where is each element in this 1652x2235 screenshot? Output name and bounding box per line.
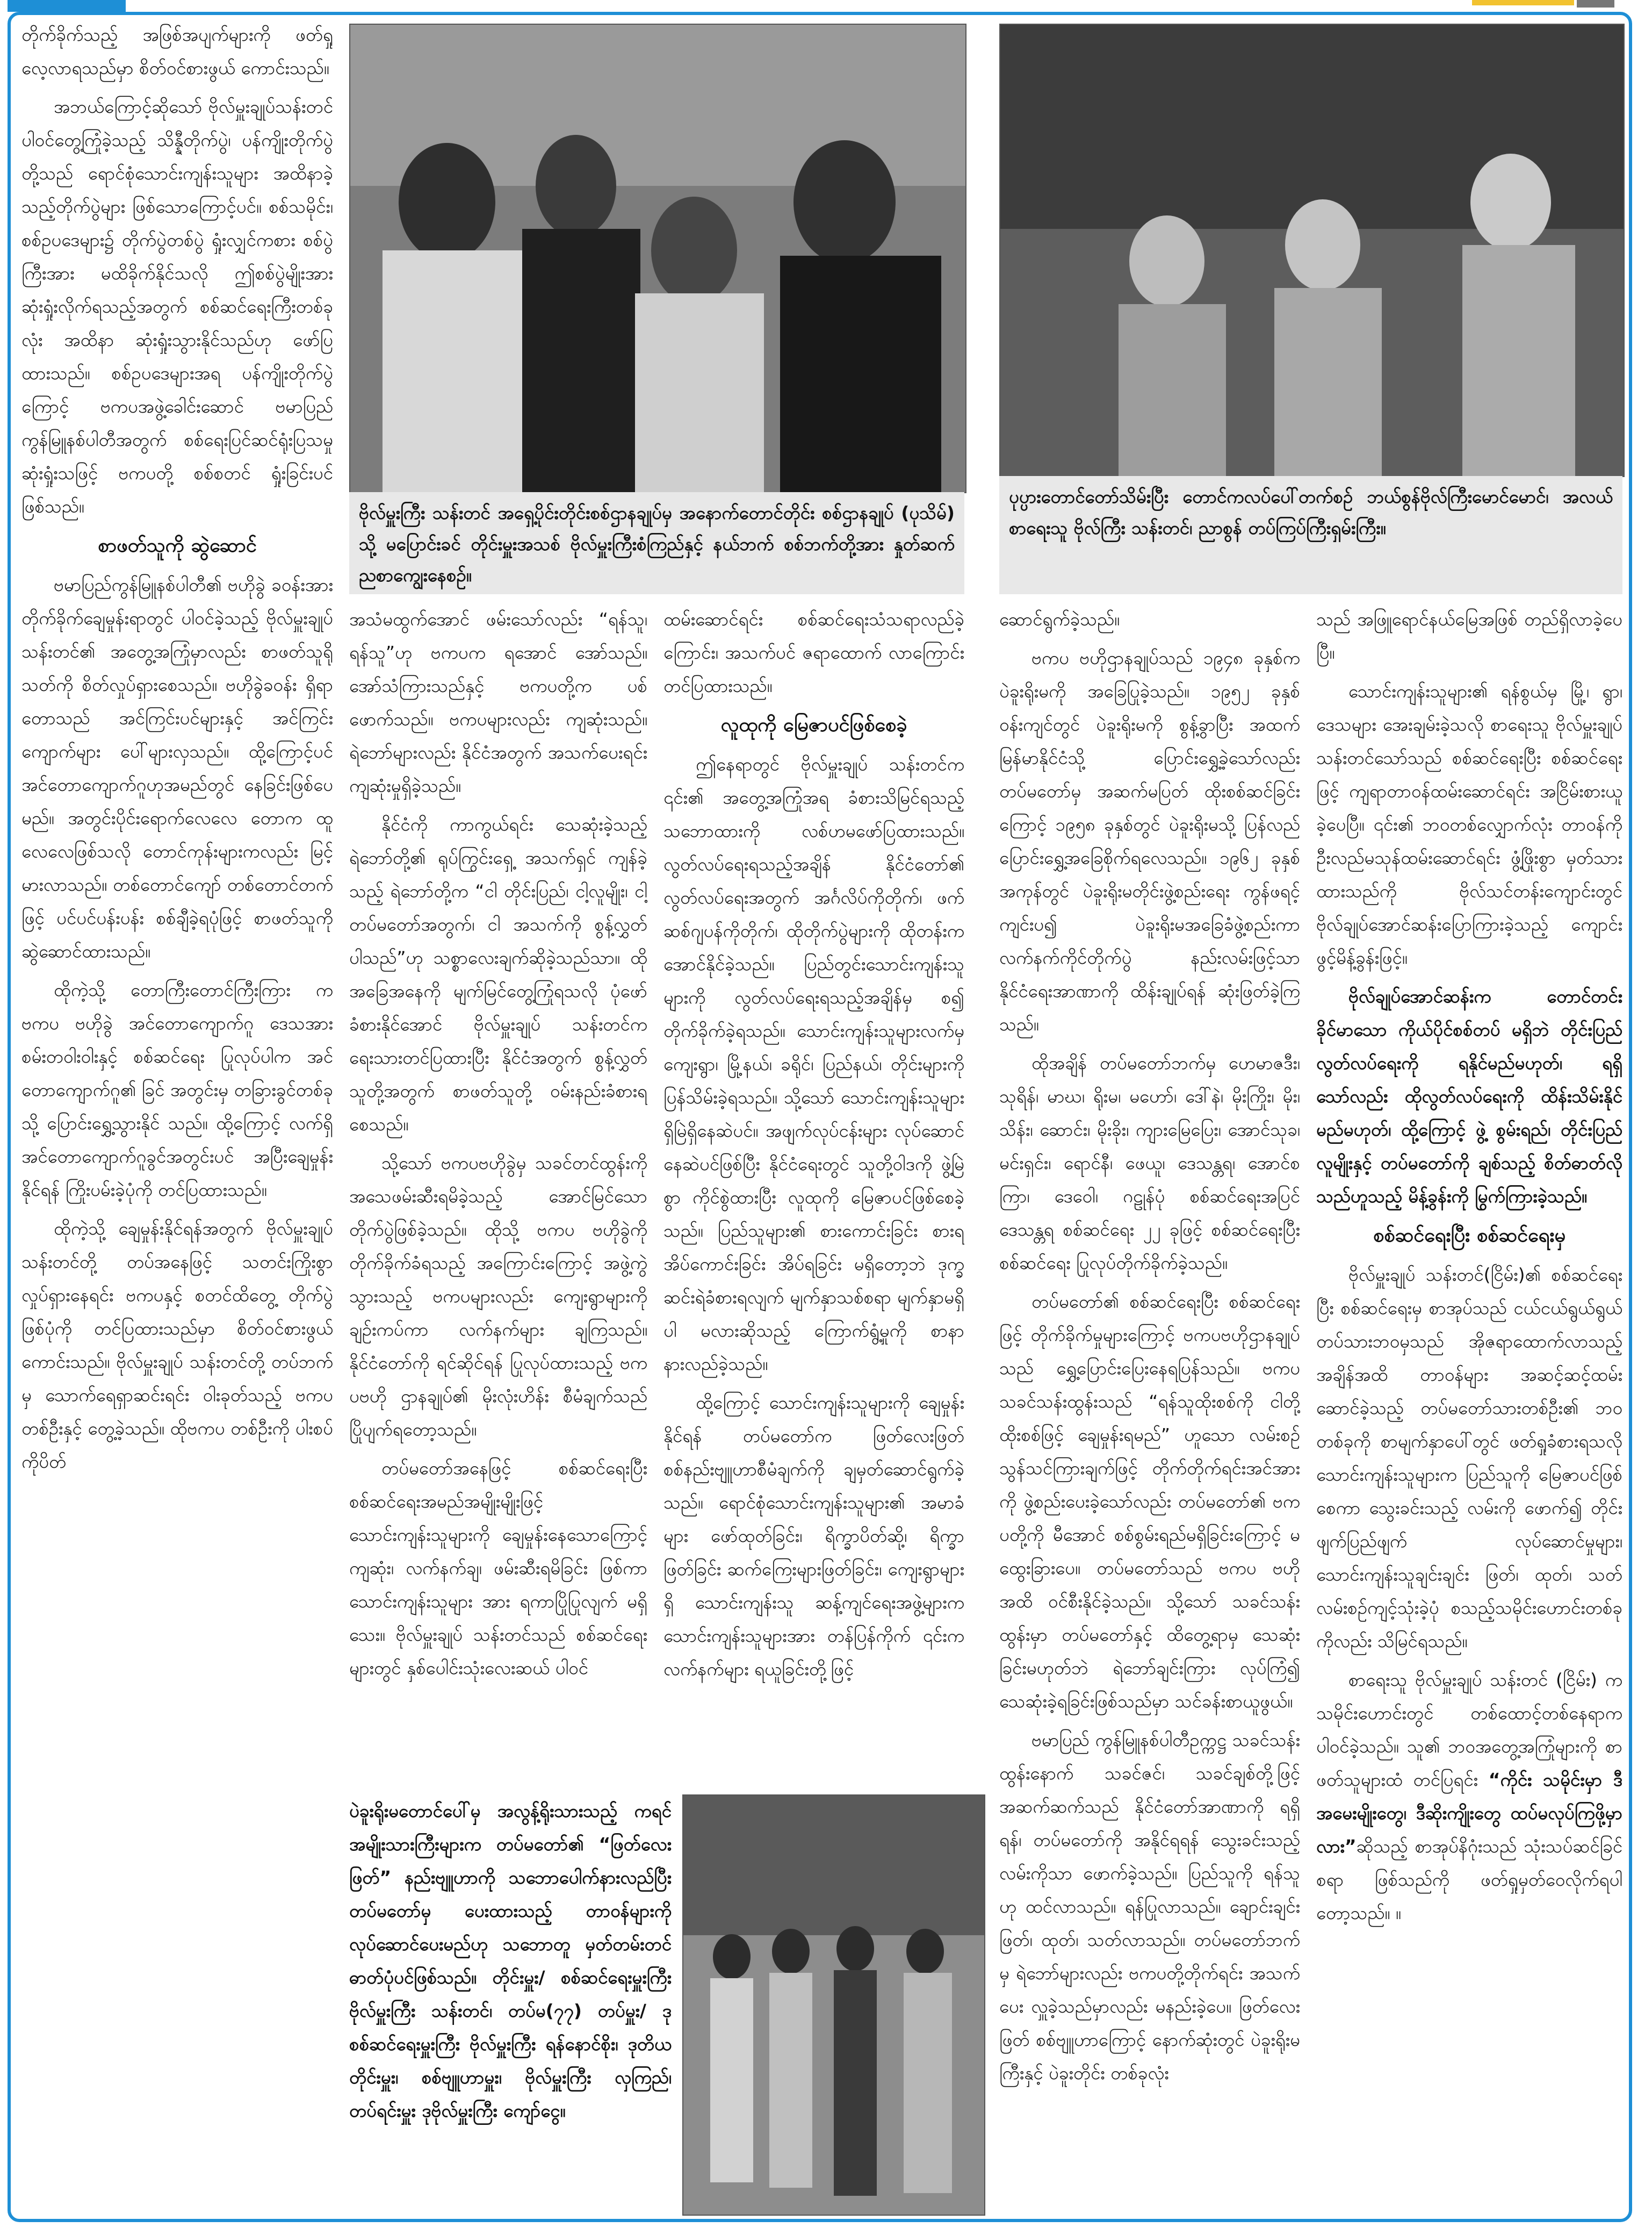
paragraph: ဗမာပြည်ကွန်မြူနစ်ပါတီ၏ ဗဟိုခွဲ ခဝန်းအား တိုက်ခိုက်ချေမှုန်းရာတွင် ပါဝင်ခဲ့သည့် ဗိုလ်မှူးချုပ်သန်းတင်၏ အတွေ့အကြုံမှာလည်း စာဖတ်သူရိုသတ်ကို စိတ်လှုပ်ရှားစေသည်။ ဗဟိုခွဲခဝန်း ရှိရာတောသည် အင်ကြင်းပင်များနှင့် အင်ကြင်းကျောက်များ ပေါ်များလှသည်။ ထို့ကြောင့်ပင် အင်တောကျောက်ဂူဟုအမည်တွင် နေခြင်းဖြစ်ပေမည်။ အတွင်းပိုင်းရောက်လေလေ တောက ထူလေလေဖြစ်သလို တောင်ကုန်းများကလည်း မြင့်မားလာသည်။ တစ်တောင်ကျော် တစ်တောင်တက်ဖြင့် ပင်ပင်ပန်းပန်း စစ်ချီခဲ့ရပုံဖြင့် စာဖတ်သူကို ဆွဲဆောင်ထားသည်။ [21,574,333,962]
paragraph: နိုင်ငံကို ကာကွယ်ရင်း သေဆုံးခဲ့သည့် ရဲဘော်တို့၏ ရုပ်ကြွင်းရှေ့ အသက်ရှင် ကျန်ခဲ့သည့် ရဲဘော်တို့က “ငါ တိုင်းပြည်၊ ငါ့လူမျိုး၊ ငါ့တပ်မတော်အတွက်၊ ငါ အသက်ကို စွန့်လွှတ်ပါသည်”ဟု သစ္စာလေးချက်ဆိုခဲ့သည်သာ။ ထိုအခြေအနေကို မျက်မြင်တွေ့ကြုံရသလို ပုံဖော်ခံစားနိုင်အောင် ဗိုလ်မှူးချုပ် သန်းတင်က ရေးသားတင်ပြထားပြီး နိုင်ငံအတွက် စွန့်လွှတ်သူတို့အတွက် စာဖတ်သူတို့ ဝမ်းနည်းခံစားရစေသည်။ [349,814,647,1135]
photo-caption: ပုပ္ပားတောင်တော်သိမ်းပြီး တောင်ကလပ်ပေါ်တက်စဉ် ဘယ်စွန်ဗိုလ်ကြီးမောင်မောင်၊ အလယ် စာရေးသူ ဗိုလ်ကြီး သန်းတင်၊ ညာစွန် တပ်ကြပ်ကြီးရှမ်းကြီး။ [999,476,1622,594]
paragraph: ဆောင်ရွက်ခဲ့သည်။ [999,609,1120,630]
section-heading: စစ်ဆင်ရေးပြီး စစ်ဆင်ရေးမှ [1373,1224,1566,1246]
paragraph: အသံမထွက်အောင် ဖမ်းသော်လည်း “ရန်သူ၊ ရန်သူ”ဟု ဗကပက ရအောင် အော်သည်။ အော်သံကြားသည်နှင့် ဗကပတို့က ပစ်ဖောက်သည်။ ဗကပများလည်း ကျဆုံးသည်။ ရဲဘော်များလည်း နိုင်ငံအတွက် အသက်ပေးရင်း ကျဆုံးမှုရှိခဲ့သည်။ [349,609,647,796]
article-column-4 [999,603,1300,2219]
article-column-1 [21,18,333,2216]
article-column-3 [663,603,964,1785]
paragraph: ဤနေရာတွင် ဗိုလ်မှူးချုပ် သန်းတင်က ၎င်း၏ အတွေ့အကြုံအရ ခံစားသိမြင်ရသည့် သဘောထားကို လစ်ဟမဖော်ပြထားသည်။ လွတ်လပ်ရေးရသည့်အချိန် နိုင်ငံတော်၏ လွတ်လပ်ရေးအတွက် အင်္ဂလိပ်ကိုတိုက်၊ ဖက်ဆစ်ဂျပန်ကိုတိုက်၊ ထိုတိုက်ပွဲများကို ထိုတန်းက အောင်နိုင်ခဲ့သည်။ ပြည်တွင်းသောင်းကျန်းသူများကို လွတ်လပ်ရေးရသည့်အချိန်မှ စ၍ တိုက်ခိုက်ခဲ့ရသည်။ သောင်းကျန်းသူများလက်မှ ကျေးရွာ၊ မြို့နယ်၊ ခရိုင်၊ ပြည်နယ်၊ တိုင်းများကို ပြန်သိမ်းခဲ့ရသည်။ သို့သော် သောင်းကျန်းသူများ ရှိမြဲရှိနေဆဲပင်။ အဖျက်လုပ်ငန်းများ လုပ်ဆောင်နေဆဲပင်ဖြစ်ပြီး နိုင်ငံရေးတွင် သူတို့ဝါဒကို ဖွဲ့မြဲစွာ ကိုင်စွဲထားပြီး လူထုကို မြေဇာပင်ဖြစ်စေခဲ့သည်။ ပြည်သူများ၏ စားကောင်းခြင်း စားရ အိပ်ကောင်းခြင်း အိပ်ရခြင်း မရှိတော့ဘဲ ဒုက္ခဆင်းရဲခံစားရလျက် မျက်နှာသစ်စရာ မျက်နှာမရှိပါ မလားဆိုသည့် ကြောက်ရွံ့မှုကို စာနာနားလည်ခဲ့သည်။ [663,754,964,1374]
photo-illustration [1000,25,1624,476]
photo-illustration [683,1796,984,2215]
photo-dinner-farewell [349,24,966,493]
article-column-5 [1316,603,1622,2219]
photo-karen-elders [682,1794,985,2216]
photo-caption: ဗိုလ်မှူးကြီး သန်းတင် အရှေ့ပိုင်းတိုင်းစစ်ဌာနချုပ်မှ အနောက်တောင်တိုင်း စစ်ဌာနချုပ် (ပုသိမ်) သို့ မပြောင်းခင် တိုင်းမှူးအသစ် ဗိုလ်မှူးကြီးစံကြည်နှင့် နယ်ဘက် စစ်ဘက်တို့အား နှုတ်ဆက်ညစာကျွေးနေစဉ်။ [349,492,964,594]
paragraph: အဘယ်ကြောင့်ဆိုသော် ဗိုလ်မှူးချုပ်သန်းတင် ပါဝင်တွေ့ကြုံခဲ့သည့် သိန္နီတိုက်ပွဲ၊ ပန်ကျိုးတိုက်ပွဲတို့သည် ရောင်စုံသောင်းကျန်းသူများ အထိနာခဲ့သည့်တိုက်ပွဲများ ဖြစ်သောကြောင့်ပင်။ စစ်သမိုင်း၊ စစ်ဥပဒေများ၌ တိုက်ပွဲတစ်ပွဲ ရှုံးလျှင်ကစား စစ်ပွဲကြီးအား မထိခိုက်နိုင်သလို ဤစစ်ပွဲမျိုးအား ဆုံးရှုံးလိုက်ရသည့်အတွက် စစ်ဆင်ရေးကြီးတစ်ခုလုံး အထိနာ ဆုံးရှုံးသွားနိုင်သည်ဟု ဖော်ပြထားသည်။ စစ်ဥပဒေများအရ ပန်ကျိုးတိုက်ပွဲကြောင့် ဗကပအဖွဲ့ခေါင်းဆောင် ဗမာပြည် ကွန်မြူနစ်ပါတီအတွက် စစ်ရေးပြင်ဆင်ရုံးပြသမှု ဆုံးရှုံးသဖြင့် ဗကပတို့ စစ်စတင် ရှုံးခြင်းပင်ဖြစ်သည်။ [21,96,333,517]
photo-soldiers-mountain [999,24,1625,477]
paragraph: တပ်မတော်၏ စစ်ဆင်ရေးပြီး စစ်ဆင်ရေးဖြင့် တိုက်ခိုက်မှုများကြောင့် ဗကပဗဟိုဌာနချုပ်သည် ရွှေ့ပြောင်းပြေးနေရပြန်သည်။ ဗကပ သခင်သန်းထွန်းသည် “ရန်သူထိုးစစ်ကို ငါတို့ ထိုးစစ်ဖြင့် ချေမှုန်းရမည်” ဟူသော လမ်းစဉ်သွန်သင်ကြားချက်ဖြင့် တိုက်တိုက်ရင်းအင်အားကို ဖွဲ့စည်းပေးခဲ့သော်လည်း တပ်မတော်၏ ဗကပတို့ကို မီအောင် စစ်စွမ်းရည်မရှိခြင်းကြောင့် မထွေးခြားပေ။ တပ်မတော်သည် ဗကပ ဗဟိုအထိ ဝင်စီးနိုင်ခဲ့သည်။ သို့သော် သခင်သန်းထွန်းမှာ တပ်မတော်နှင့် ထိတွေ့ရာမှ သေဆုံးခြင်းမဟုတ်ဘဲ ရဲဘော်ချင်းကြား လုပ်ကြံ၍ သေဆုံးခဲ့ရခြင်းဖြစ်သည်မှာ သင်ခန်းစာယူဖွယ်။ [999,1291,1300,1712]
paragraph-bold: ဗိုလ်ချုပ်အောင်ဆန်းက တောင်တင်းခိုင်မာသော ကိုယ်ပိုင်စစ်တပ် မရှိဘဲ တိုင်းပြည်လွတ်လပ်ရေးကို ရနိုင်မည်မဟုတ်၊ ရရှိသော်လည်း ထိုလွတ်လပ်ရေးကို ထိန်းသိမ်းနိုင်မည်မဟုတ်၊ ထို့ကြောင့် ဖွဲ့ စွမ်းရည်၊ တိုင်းပြည်လူမျိုးနှင့် တပ်မတော်ကို ချစ်သည့် စိတ်ဓာတ်လိုသည်ဟူသည့် မိန့်ခွန်းကို မြွက်ကြားခဲ့သည်။ [1316,986,1622,1207]
top-accent-yellow [1472,0,1574,5]
closing-quote: “ကိုင်း သမိုင်းမှာ ဒီအမေးမျိုးတွေ၊ ဒီဆိုးကျိုးတွေ ထပ်မလုပ်ကြဖို့မှာလား” [1316,1769,1622,1857]
paragraph: ထိုကဲ့သို့ ချေမှုန်းနိုင်ရန်အတွက် ဗိုလ်မှူးချုပ် သန်းတင်တို့ တပ်အနေဖြင့် သတင်းကြိုးစွာ လှုပ်ရှားနေရင်း ဗကပနှင့် စတင်ထိတွေ့ တိုက်ပွဲဖြစ်ပုံကို တင်ပြထားသည်မှာ စိတ်ဝင်စားဖွယ်ကောင်းသည်။ ဗိုလ်မှူးချုပ် သန်းတင်တို့ တပ်ဘက်မှ သောက်ရေရှာဆင်းရင်း ဝါးခုတ်သည့် ဗကပတစ်ဦးနှင့် တွေ့ခဲ့သည်။ ထိုဗကပ တစ်ဦးကို ပါးစပ်ကိုပိတ် [21,1218,333,1472]
paragraph: ဗကပ ဗဟိုဌာနချုပ်သည် ၁၉၄၈ ခုနှစ်က ပဲခူးရိုးမကို အခြေပြုခဲ့သည်။ ၁၉၅၂ ခုနှစ် ဝန်းကျင်တွင် ပဲခူးရိုးမကို စွန့်ခွာပြီး အထက်မြန်မာနိုင်ငံသို့ ပြောင်းရွှေ့ခဲ့သော်လည်း တပ်မတော်မှ အဆက်မပြတ် ထိုးစစ်ဆင်ခြင်းကြောင့် ၁၉၅၈ ခုနှစ်တွင် ပဲခူးရိုးမသို့ ပြန်လည် ပြောင်းရွှေ့အခြေစိုက်ရလေသည်။ ၁၉၆၂ ခုနှစ်အကုန်တွင် ပဲခူးရိုးမတိုင်းဖွဲ့စည်းရေး ကွန်ဖရင့်ကျင်းပ၍ ပဲခူးရိုးမအခြေခံဖွဲ့စည်းကာ လက်နက်ကိုင်တိုက်ပွဲ နည်းလမ်းဖြင့်သာ နိုင်ငံရေးအာဏာကို ထိန်းချုပ်ရန် ဆုံးဖြတ်ခဲ့ကြသည်။ [999,647,1300,1035]
photo-caption: ပဲခူးရိုးမတောင်ပေါ်မှ အလွန့်ရိုးသားသည့် ကရင်အမျိုးသားကြီးများက တပ်မတော်၏ “ဖြတ်လေးဖြတ်” နည်းဗျူဟာကို သဘောပေါက်နားလည်ပြီး တပ်မတော်မှ ပေးထားသည့် တာဝန်များကို လုပ်ဆောင်ပေးမည်ဟု သဘောတူ မှတ်တမ်းတင် ဓာတ်ပုံပင်ဖြစ်သည်။ တိုင်းမှူး/ စစ်ဆင်ရေးမှူးကြီး ဗိုလ်မှူးကြီး သန်းတင်၊ တပ်မ(၇၇) တပ်မှူး/ ဒုစစ်ဆင်ရေးမှူးကြီး ဗိုလ်မှူးကြီး ရန်နောင်စိုး၊ ဒုတိယတိုင်းမှူး၊ စစ်ဗျူဟာမှူး၊ ဗိုလ်မှူးကြီး လှကြည်၊ တပ်ရင်းမှူး ဒုဗိုလ်မှူးကြီး ကျော်ငွေ။ [349,1794,672,2219]
paragraph: ဗမာပြည် ကွန်မြူနစ်ပါတီဥက္ကဋ္ဌ သခင်သန်းထွန်းနောက် သခင်ဇင်၊ သခင်ချစ်တို့ဖြင့် အဆက်ဆက်သည် နိုင်ငံတော်အာဏာကို ရရှိရန်၊ တပ်မတော်ကို အနိုင်ရရန် သွေးခင်းသည့် လမ်းကိုသာ ဖောက်ခဲ့သည်။ ပြည်သူကို ရန်သူဟု ထင်လာသည်။ ရန်ပြုလာသည်။ ချောင်းချင်း ဖြတ်၊ ထုတ်၊ သတ်လာသည်။ တပ်မတော်ဘက်မှ ရဲဘော်များလည်း ဗကပတို့တိုက်ရင်း အသက်ပေး လှူခဲ့သည်မှာလည်း မနည်းခဲ့ပေ။ ဖြတ်လေးဖြတ် စစ်ဗျူဟာကြောင့် နောက်ဆုံးတွင် ပဲခူးရိုးမကြီးနှင့် ပဲခူးတိုင်း တစ်ခုလုံး [999,1729,1300,2083]
paragraph [1316,1663,1622,1930]
paragraph-text: စာရေးသူ ဗိုလ်မှူးချုပ် သန်းတင် (ငြိမ်း) က သမိုင်းဟောင်းတွင် တစ်ထောင့်တစ်နေရာက ပါဝင်ခဲ့သည်။ သူ၏ ဘဝအတွေ့အကြုံများကို စာဖတ်သူများထံ တင်ပြရင်း [1316,1669,1622,1790]
photo-illustration [350,25,965,492]
article-column-2 [349,603,647,1785]
paragraph: သည် အဖြူရောင်နယ်မြေအဖြစ် တည်ရှိလာခဲ့ပေပြီ။ [1316,609,1622,663]
paragraph: ထို့ကြောင့် သောင်းကျန်းသူများကို ချေမှုန်းနိုင်ရန် တပ်မတော်က ဖြတ်လေးဖြတ် စစ်နည်းဗျူဟာစီမံချက်ကို ချမှတ်ဆောင်ရွက်ခဲ့သည်။ ရောင်စုံသောင်းကျန်းသူများ၏ အမာခံများ ဖော်ထုတ်ခြင်း၊ ရိက္ခာပိတ်ဆို့၊ ရိက္ခာဖြတ်ခြင်း ဆက်ကြေးများဖြတ်ခြင်း၊ ကျေးရွာများရှိ သောင်းကျန်းသူ ဆန့်ကျင်ရေးအဖွဲ့များက သောင်းကျန်းသူများအား တန်ပြန်ကိုက် ၎င်းက လက်နက်များ ရယူခြင်းတို့ဖြင့် [663,1392,964,1679]
top-accent-bar [8,0,126,12]
top-accent-gray [1577,0,1614,8]
paragraph: တပ်မတော်အနေဖြင့် စစ်ဆင်ရေးပြီး စစ်ဆင်ရေးအမည်အမျိုးမျိုးဖြင့် သောင်းကျန်းသူများကို ချေမှုန်းနေသောကြောင့် ကျဆုံး၊ လက်နက်ချ၊ ဖမ်းဆီးရမိခြင်း ဖြစ်ကာ သောင်းကျန်းသူများ အား ရကာပြိုပြုလျက် မရှိသေး။ ဗိုလ်မှူးချုပ် သန်းတင်သည် စစ်ဆင်ရေးများတွင် နှစ်ပေါင်းသုံးလေးဆယ် ပါဝင် [349,1458,647,1678]
section-heading: လူထုကို မြေဇာပင်ဖြစ်စေခဲ့ [720,714,907,736]
paragraph: သောင်းကျန်းသူများ၏ ရန်စွယ်မှ မြို့၊ ရွာ၊ ဒေသများ အေးချမ်းခဲ့သလို စာရေးသူ ဗိုလ်မှူးချုပ်သန်းတင်သော်သည် စစ်ဆင်ရေးပြီး စစ်ဆင်ရေးဖြင့် ကျရာတာဝန်ထမ်းဆောင်ရင်း အငြိမ်းစားယူခဲ့ပေပြီ။ ၎င်း၏ ဘဝတစ်လျှောက်လုံး တာဝန်ကိုဦးလည်မသုန်ထမ်းဆောင်ရင်း ဖွံ့ဖြိုးစွာ မှတ်သားထားသည်ကို ဗိုလ်သင်တန်းကျောင်းတွင် ဗိုလ်ချုပ်အောင်ဆန်းပြောကြားခဲ့သည့် ကျောင်းဖွင့်မိန့်ခွန်းဖြင့်။ [1316,681,1622,968]
paragraph: ထမ်းဆောင်ရင်း စစ်ဆင်ရေးသံသရာလည်ခဲ့ကြောင်း၊ အသက်ပင် ဇရာထောက် လာကြောင်း တင်ပြထားသည်။ [663,609,964,696]
section-heading: စာဖတ်သူကို ဆွဲဆောင် [98,535,257,557]
paragraph: ဗိုလ်မှူးချုပ် သန်းတင်(ငြိမ်း)၏ စစ်ဆင်ရေးပြီး စစ်ဆင်ရေးမှ စာအုပ်သည် ငယ်ငယ်ရွယ်ရွယ် တပ်သားဘဝမှသည် အိုဇရာထောက်လာသည့် အချိန်အထိ တာဝန်များ အဆင့်ဆင့်ထမ်းဆောင်ခဲ့သည့် တပ်မတော်သားတစ်ဦး၏ ဘဝတစ်ခုကို စာမျက်နှာပေါ်တွင် ဖတ်ရှုခံစားရသလို သောင်းကျန်းသူများက ပြည်သူကို မြေဇာပင်ဖြစ်စေကာ သွေးခင်းသည့် လမ်းကို ဖောက်၍ တိုင်းဖျက်ပြည်ဖျက် လုပ်ဆောင်မှုများ၊ သောင်းကျန်းသူချင်းချင်း ဖြတ်၊ ထုတ်၊ သတ် လမ်းစဉ်ကျင့်သုံးခဲ့ပုံ စသည့်သမိုင်းဟောင်းတစ်ခုကိုလည်း သိမြင်ရသည်။ [1316,1264,1622,1652]
paragraph: သို့သော် ဗကပဗဟိုခွဲမှ သခင်တင်ထွန်းကို အသေဖမ်းဆီးရမိခဲ့သည့် အောင်မြင်သောတိုက်ပွဲဖြစ်ခဲ့သည်။ ထိုသို့ ဗကပ ဗဟိုခွဲကို တိုက်ခိုက်ခံရသည့် အကြောင်းကြောင့် အဖွဲ့ကွဲသွားသည့် ဗကပများလည်း ကျေးရွာများကို ချဉ်းကပ်ကာ လက်နက်များ ချကြသည်။ နိုင်ငံတော်ကို ရင်ဆိုင်ရန် ပြုလုပ်ထားသည့် ဗကပဗဟို ဌာနချုပ်၏ မိုးလုံးဟိန်း စီမံချက်သည် ပြိုပျက်ရတော့သည်။ [349,1152,647,1440]
paragraph: တိုက်ခိုက်သည့် အဖြစ်အပျက်များကို ဖတ်ရှုလေ့လာရသည်မှာ စိတ်ဝင်စားဖွယ် ကောင်းသည်။ [21,24,333,78]
paragraph: ထိုကဲ့သို့ တောကြီးတောင်ကြီးကြား က ဗကပ ဗဟိုခွဲ အင်တောကျောက်ဂူ ဒေသအား စမ်းတဝါးဝါးနှင့် စစ်ဆင်ရေး ပြုလုပ်ပါက အင်တောကျောက်ဂူ၏ ခြင် အတွင်းမှ တခြားခွင်တစ်ခုသို့ ပြောင်းရွှေ့သွားနိုင် သည်။ ထို့ကြောင့် လက်ရှိ အင်တောကျောက်ဂူခွင်အတွင်းပင် အပြီးချေမှုန်းနိုင်ရန် ကြိုးပမ်းခဲ့ပုံကို တင်ပြထားသည်။ [21,979,333,1200]
paragraph: ထိုအချိန် တပ်မတော်ဘက်မှ ဟေမာဇဒီး၊ သုရိန်၊ မာဃ၊ ရိုးမ၊ မဟော်၊ ဒေါ်နဲ၊ မိုးကြိုး၊ မိုး၊ သိန်း၊ ဆောင်း၊ မိုးခိုး၊ ကျားမြေပြေး၊ အောင်သုခ၊ မင်းရှင်း၊ ရောင်နီ၊ ဖေယူ၊ ဒေသန္တရ၊ အောင်စကြာ၊ ဒေဝေါ၊ ဂဠုန်ပုံ စစ်ဆင်ရေးအပြင် ဒေသန္တရ စစ်ဆင်ရေး ၂၂ ခုဖြင့် စစ်ဆင်ရေးပြီး စစ်ဆင်ရေး ပြုလုပ်တိုက်ခိုက်ခဲ့သည်။ [999,1052,1300,1273]
paragraph-text: ဆိုသည့် စာအုပ်နိဂုံးသည် သုံးသပ်ဆင်ခြင်စရာ ဖြစ်သည်ကို ဖတ်ရှုမှတ်ဝေလိုက်ရပါတော့သည်။ ။ [1316,1836,1622,1923]
